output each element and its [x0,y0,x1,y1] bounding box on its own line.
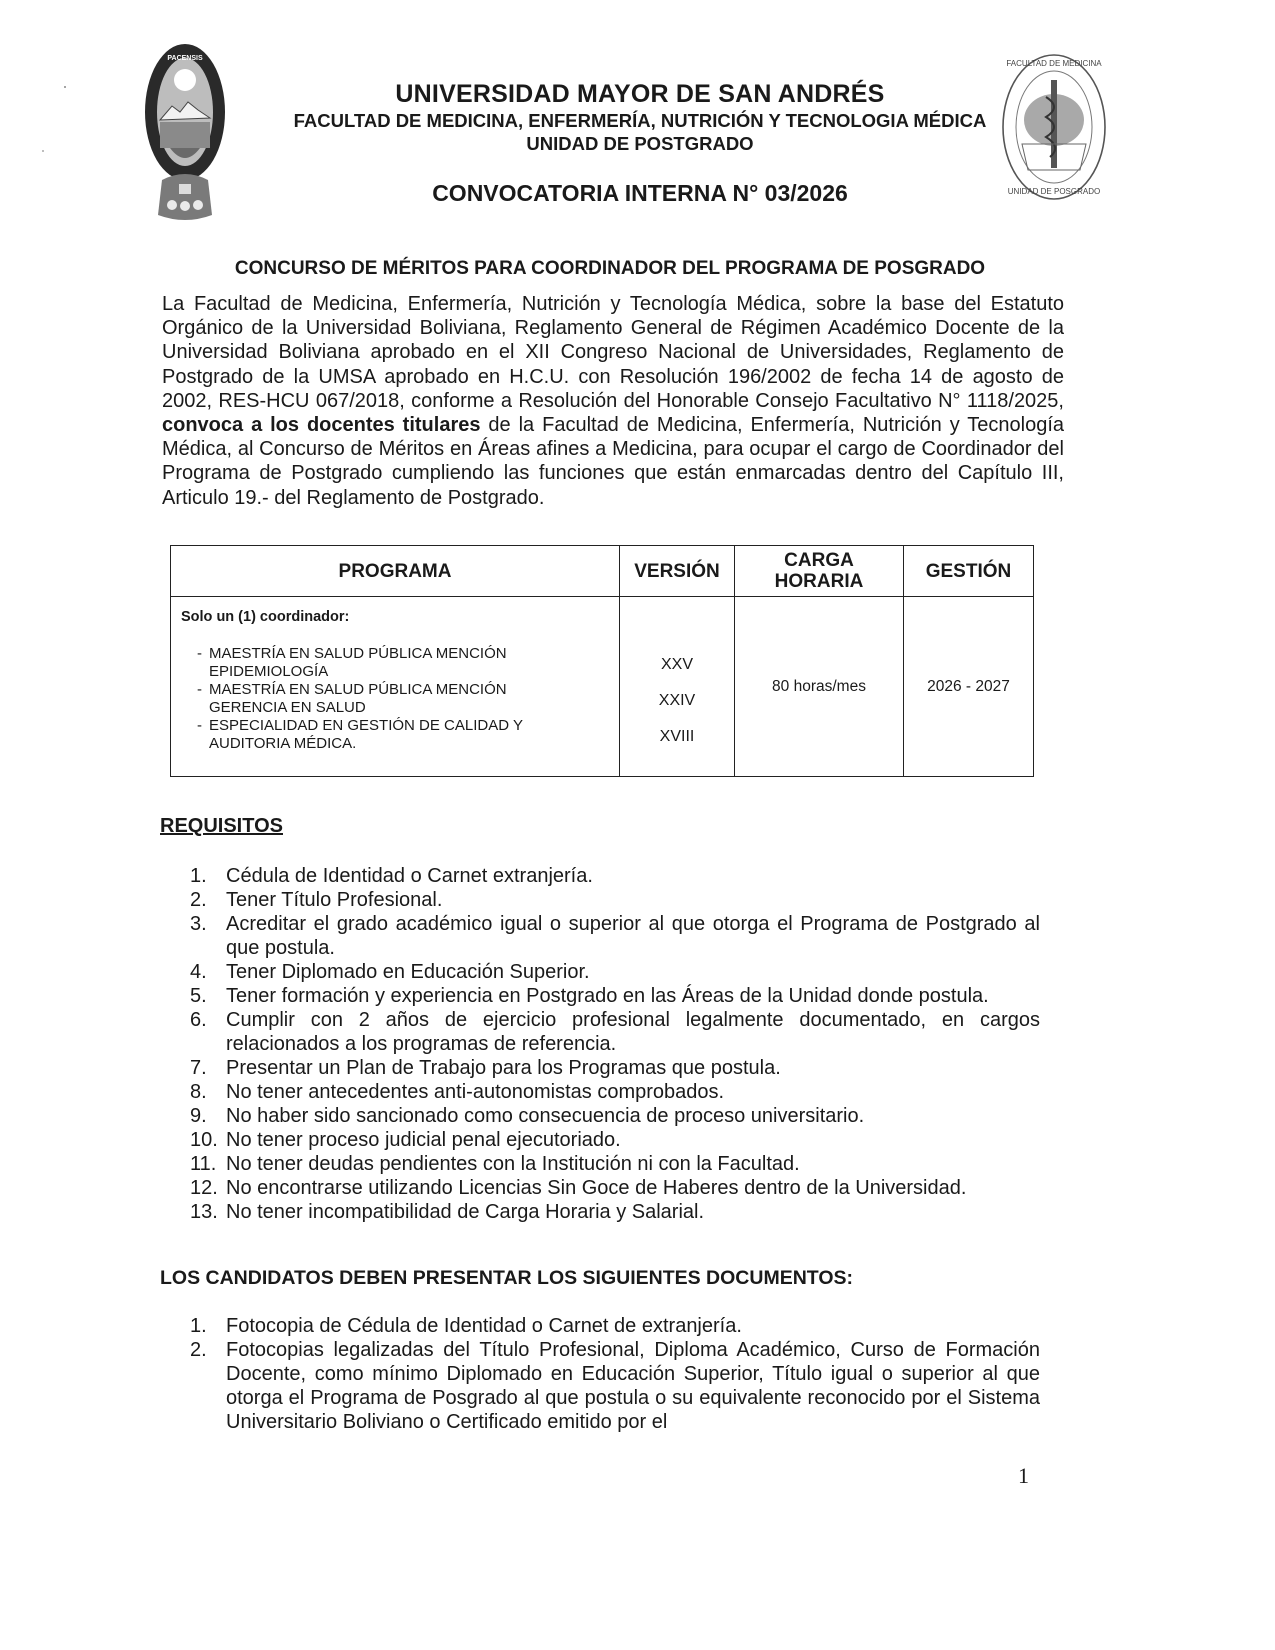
program-name-line1: MAESTRÍA EN SALUD PÚBLICA MENCIÓN [209,645,507,662]
svg-text:UNIDAD DE POSGRADO: UNIDAD DE POSGRADO [1007,187,1101,196]
item-number: 4. [190,961,207,983]
item-number: 2. [190,889,207,911]
programa-cell [171,597,620,777]
version-cell [620,597,735,777]
item-text: No encontrarse utilizando Licencias Sin Goce de Haberes dentro de la Universidad. [226,1177,967,1199]
convocatoria-title: CONVOCATORIA INTERNA N° 03/2026 [432,180,848,206]
intro-bold-text: convoca a los docentes titulares [162,414,481,437]
list-item [190,1314,1040,1338]
requisitos-list [190,864,1040,1224]
intro-text-part2: de la Facultad de Medicina, Enfermería, Nutrición y Tecnología Médica, al Concurso de Méritos en Áreas afines a Medicina, para ocupar el cargo de Coordinador del Programa de Postgrado cumpliendo las funciones que están enmarcadas dentro del Capítulo III, Articulo 19.- del Reglamento de Postgrado. [162,414,1065,509]
col-header-carga-horaria [735,546,904,597]
page-number: 1 [1018,1463,1029,1488]
table-row [171,597,1034,777]
item-number: 5. [190,985,207,1007]
item-number: 12. [190,1177,218,1199]
item-text: Cédula de Identidad o Carnet extranjería. [226,865,593,887]
list-item [190,1104,1040,1128]
item-number: 7. [190,1057,207,1079]
intro-paragraph [162,292,1064,510]
carga-line1: CARGA [784,550,854,571]
col-header-programa: PROGRAMA [171,546,620,597]
version-value: XXIV [658,692,696,709]
version-value: XXV [660,656,693,673]
carga-horaria-cell: 80 horas/mes [735,597,904,777]
item-text: No haber sido sancionado como consecuencia de proceso universitario. [226,1105,865,1127]
svg-text:FACULTAD DE MEDICINA: FACULTAD DE MEDICINA [1006,59,1102,68]
item-number: 8. [190,1081,207,1103]
item-number: 1. [190,1315,207,1337]
list-item [190,1008,1040,1056]
item-number: 6. [190,1009,207,1031]
item-text: Presentar un Plan de Trabajo para los Programas que postula. [226,1057,781,1079]
documentos-heading: LOS CANDIDATOS DEBEN PRESENTAR LOS SIGUIENTES DOCUMENTOS: [160,1267,854,1289]
item-text: No tener deudas pendientes con la Institución ni con la Facultad. [226,1153,800,1175]
item-number: 3. [190,913,207,935]
item-text: Fotocopias legalizadas del Título Profesional, Diploma Académico, Curso de Formación Docente, como mínimo Diplomado en Educación Superior, Título igual o superior al que otorga el Programa de Posgrado al que postula o su equivalente reconocido por el Sistema Universitario Boliviano o Certificado emitido por el [226,1339,1040,1433]
scan-speck [42,150,44,152]
requisitos-heading: REQUISITOS [160,815,283,837]
carga-line2: HORARIA [774,571,864,592]
item-number: 13. [190,1201,218,1223]
program-name-line2: EPIDEMIOLOGÍA [209,662,329,680]
table-header-row [171,546,1034,597]
item-text: Acreditar el grado académico igual o superior al que otorga el Programa de Postgrado al que postula. [226,913,1040,959]
col-header-version: VERSIÓN [620,546,735,597]
scan-speck [64,86,66,88]
list-item [190,1200,1040,1224]
program-name-line2: AUDITORIA MÉDICA. [209,734,357,752]
list-item [190,960,1040,984]
item-text: Tener Diplomado en Educación Superior. [226,961,590,983]
program-item [197,717,609,752]
item-text: No tener proceso judicial penal ejecutoriado. [226,1129,621,1151]
item-text: No tener antecedentes anti-autonomistas comprobados. [226,1081,725,1103]
list-item [190,888,1040,912]
item-text: Fotocopia de Cédula de Identidad o Carnet de extranjería. [226,1315,742,1337]
version-value: XVIII [659,728,695,745]
list-item [190,1080,1040,1104]
intro-text-part1: La Facultad de Medicina, Enfermería, Nutrición y Tecnología Médica, sobre la base del Estatuto Orgánico de la Universidad Boliviana, Reglamento General de Régimen Académico Docente de la Universidad Boliviana aprobado en el XII Congreso Nacional de Universidades, Reglamento de Postgrado de la UMSA aprobado en H.C.U. con Resolución 196/2002 de fecha 14 de agosto de 2002, RES-HCU 067/2018, conforme a Resolución del Honorable Consejo Facultativo N° 1118/2025, [162,293,1064,412]
item-text: Tener formación y experiencia en Postgrado en las Áreas de la Unidad donde postula. [226,985,989,1007]
list-item [190,864,1040,888]
item-number: 9. [190,1105,207,1127]
item-text: No tener incompatibilidad de Carga Horaria y Salarial. [226,1201,705,1223]
svg-text:PACENSIS: PACENSIS [167,55,203,62]
program-name-line1: ESPECIALIDAD EN GESTIÓN DE CALIDAD Y [209,717,523,734]
list-item [190,912,1040,960]
col-header-gestion: GESTIÓN [904,546,1034,597]
list-item [190,984,1040,1008]
list-item [190,1338,1040,1434]
item-text: Cumplir con 2 años de ejercicio profesional legalmente documentado, en cargos relacionados a los programas de referencia. [226,1009,1040,1055]
program-table [170,545,1034,777]
item-number: 2. [190,1339,207,1361]
item-number: 11. [190,1153,217,1175]
program-list [181,645,609,752]
item-text: Tener Título Profesional. [226,889,443,911]
item-number: 10. [190,1129,218,1151]
gestion-cell: 2026 - 2027 [904,597,1034,777]
program-item [197,645,609,680]
contest-subtitle: CONCURSO DE MÉRITOS PARA COORDINADOR DEL PROGRAMA DE POSGRADO [234,258,986,279]
list-item [190,1128,1040,1152]
university-title: UNIVERSIDAD MAYOR DE SAN ANDRÉS [395,80,885,108]
program-item [197,681,609,716]
unit-title: UNIDAD DE POSTGRADO [526,133,754,154]
list-item [190,1176,1040,1200]
list-item [190,1152,1040,1176]
list-item [190,1056,1040,1080]
program-name-line1: MAESTRÍA EN SALUD PÚBLICA MENCIÓN [209,681,507,698]
documentos-list [190,1314,1040,1434]
program-name-line2: GERENCIA EN SALUD [209,698,366,716]
faculty-title: FACULTAD DE MEDICINA, ENFERMERÍA, NUTRICIÓN Y TECNOLOGIA MÉDICA [293,110,987,131]
item-number: 1. [190,865,207,887]
solo-coordinator-note: Solo un (1) coordinador: [181,609,350,625]
